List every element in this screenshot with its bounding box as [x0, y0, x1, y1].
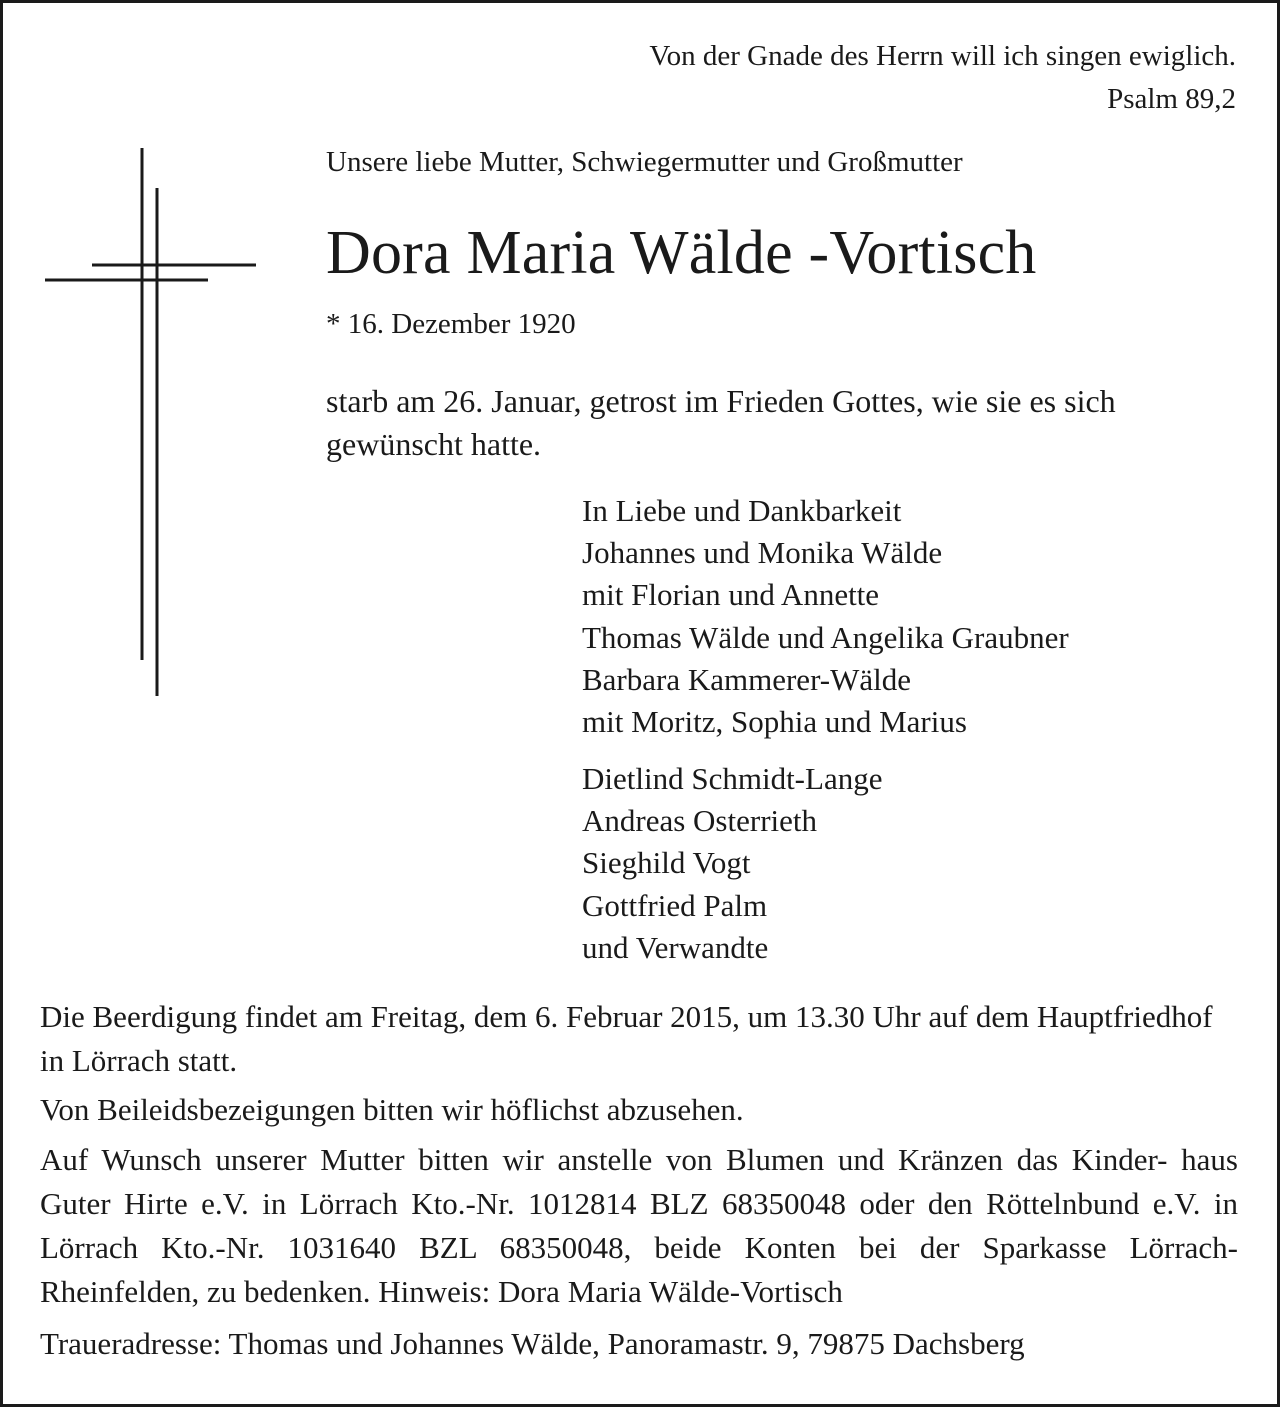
mourners-group-relatives	[582, 758, 882, 969]
funeral-notice: Die Beerdigung findet am Freitag, dem 6. Februar 2015, um 13.30 Uhr auf dem Hauptfriedhof in Lörrach statt.	[40, 999, 1213, 1078]
mourner-line: Dietlind Schmidt-Lange	[582, 761, 883, 796]
bible-verse: Von der Gnade des Herrn will ich singen ewiglich.	[649, 40, 1236, 72]
mourner-line: Johannes und Monika Wälde	[582, 535, 943, 571]
mourner-line: mit Florian und Annette	[582, 577, 880, 613]
deceased-name: Dora Maria Wälde -Vortisch	[326, 219, 1037, 287]
mourner-line: In Liebe und Dankbarkeit	[582, 493, 902, 528]
condolence-note: Von Beileidsbezeigungen bitten wir höflichst abzusehen.	[40, 1092, 744, 1127]
mourner-line: mit Moritz, Sophia und Marius	[582, 704, 967, 740]
mourner-line: Thomas Wälde und Angelika Graubner	[582, 619, 1069, 655]
verse-reference: Psalm 89,2	[1107, 83, 1236, 115]
mourner-line: Gottfried Palm	[582, 887, 768, 923]
donation-request: Auf Wunsch unserer Mutter bitten wir anstelle von Blumen und Kränzen das Kinder- haus Guter Hirte e.V. in Lörrach Kto.-Nr. 1012814 BLZ 68350048 oder den Röttelnbund e.V. in Lörrach Kto.-Nr. 1031640 BZL 68350048, beide Konten bei der Sparkasse Lörrach-Rheinfelden, zu bedenken. Hinweis: Dora Maria Wälde-Vortisch	[40, 1142, 1238, 1309]
mourners-group-family	[582, 490, 1069, 743]
birth-date: * 16. Dezember 1920	[326, 308, 576, 340]
mourner-line: Andreas Osterrieth	[582, 803, 817, 839]
mourner-line: Barbara Kammerer-Wälde	[582, 661, 911, 697]
mourning-address: Traueradresse: Thomas und Johannes Wälde, Panoramastr. 9, 79875 Dachsberg	[40, 1326, 1025, 1361]
cross-icon	[0, 0, 300, 720]
mourner-line: Sieghild Vogt	[582, 845, 751, 881]
mourner-line: und Verwandte	[582, 929, 769, 965]
death-statement: starb am 26. Januar, getrost im Frieden Gottes, wie sie es sich gewünscht hatte.	[326, 383, 1116, 462]
intro-line: Unsere liebe Mutter, Schwiegermutter und Großmutter	[326, 146, 963, 178]
